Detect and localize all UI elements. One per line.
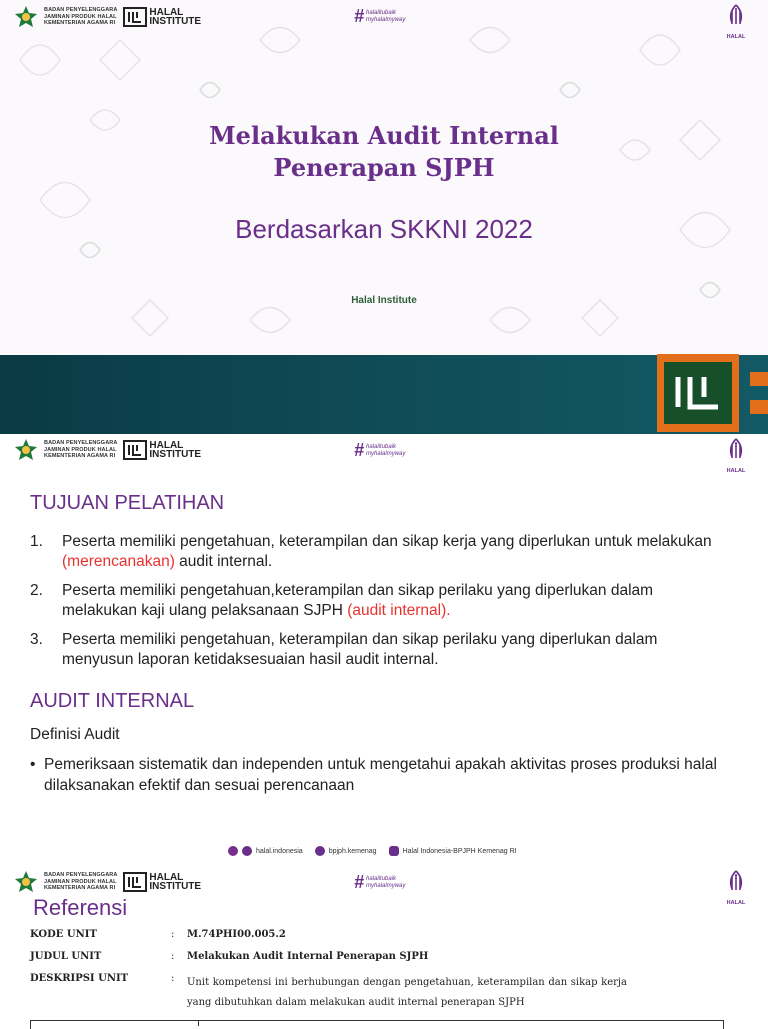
halal-logo-icon — [725, 438, 747, 464]
twitter-icon[interactable] — [315, 846, 325, 856]
halal-calligraphy-icon — [672, 373, 724, 413]
list-item: 3. Peserta memiliki pengetahuan, keterampilan dan sikap perilaku yang diperlukan dalam menyusun laporan ketidaksesuaian hasil audit internal. — [30, 631, 658, 668]
definition-label: Definisi Audit — [30, 726, 120, 743]
section-heading-audit: AUDIT INTERNAL — [30, 690, 195, 712]
facebook-icon[interactable] — [242, 846, 252, 856]
slide-title-line1: Melakukan Audit Internal — [209, 121, 559, 150]
reference-table-divider — [198, 1020, 199, 1026]
reference-title: Referensi — [33, 895, 128, 920]
orange-accent-bar — [750, 400, 768, 414]
bottom-band — [0, 355, 768, 434]
kemenag-emblem-icon — [14, 5, 38, 29]
objectives-list — [30, 532, 720, 679]
halal-indonesia-logo: HALAL — [724, 4, 748, 40]
header-logos — [14, 438, 201, 462]
halal-institute-large-logo — [657, 354, 739, 432]
youtube-icon[interactable] — [389, 846, 399, 856]
header-logos — [14, 870, 201, 894]
instagram-icon[interactable] — [228, 846, 238, 856]
halal-logo-icon — [725, 4, 747, 30]
bpjph-wordmark: BADAN PENYELENGGARA JAMINAN PRODUK HALAL KEMENTERIAN AGAMA RI — [44, 440, 118, 460]
header-logos — [14, 5, 201, 29]
halal-logo-icon — [725, 870, 747, 896]
orange-accent-bar — [750, 372, 768, 386]
halal-institute-mark-icon — [123, 440, 147, 460]
list-item: 2. Peserta memiliki pengetahuan,keterampilan dan sikap perilaku yang diperlukan dalam melakukan kaji ulang pelaksanaan SJPH (audit internal). — [30, 582, 654, 619]
halal-institute-mark-icon — [123, 7, 147, 27]
hashtag-icon: # — [354, 440, 365, 460]
social-footer: halal.indonesia bpjph.kemenag Halal Indonesia-BPJPH Kemenag RI — [228, 846, 517, 856]
kemenag-emblem-icon — [14, 870, 38, 894]
halal-indonesia-logo: HALAL — [724, 438, 748, 474]
hashtag-icon: # — [354, 872, 365, 892]
definition-bullet: • Pemeriksaan sistematik dan independen untuk mengetahui apakah aktivitas proses produksi halal dilaksanakan efektif dan sesuai perencanaan — [30, 756, 717, 794]
slide-title-line2: Penerapan SJPH — [273, 153, 495, 182]
presenter-name: Halal Institute — [351, 295, 417, 306]
halal-institute-logo: HALAL INSTITUTE — [123, 7, 201, 27]
kemenag-emblem-icon — [14, 438, 38, 462]
bpjph-wordmark: BADAN PENYELENGGARA JAMINAN PRODUK HALAL KEMENTERIAN AGAMA RI — [44, 7, 118, 27]
slide-title — [0, 0, 768, 434]
hashtag: # halalitubaik myhalalmyway — [354, 872, 406, 892]
halal-institute-logo: HALAL INSTITUTE — [123, 872, 201, 892]
halal-institute-mark-icon — [123, 872, 147, 892]
section-heading-tujuan: TUJUAN PELATIHAN — [30, 492, 225, 514]
reference-table-border — [30, 1020, 724, 1029]
hashtag-icon: # — [354, 6, 365, 26]
slide-objectives — [0, 434, 768, 866]
bpjph-wordmark: BADAN PENYELENGGARA JAMINAN PRODUK HALAL KEMENTERIAN AGAMA RI — [44, 872, 118, 892]
slide-subtitle: Berdasarkan SKKNI 2022 — [235, 214, 533, 244]
halal-indonesia-logo: HALAL — [724, 870, 748, 906]
list-item: 1. Peserta memiliki pengetahuan, keterampilan dan sikap kerja yang diperlukan untuk melakukan (merencanakan) audit internal. — [30, 533, 712, 570]
hashtag: # halalitubaik myhalalmyway — [354, 6, 406, 26]
hashtag: # halalitubaik myhalalmyway — [354, 440, 406, 460]
halal-institute-logo: HALAL INSTITUTE — [123, 440, 201, 460]
